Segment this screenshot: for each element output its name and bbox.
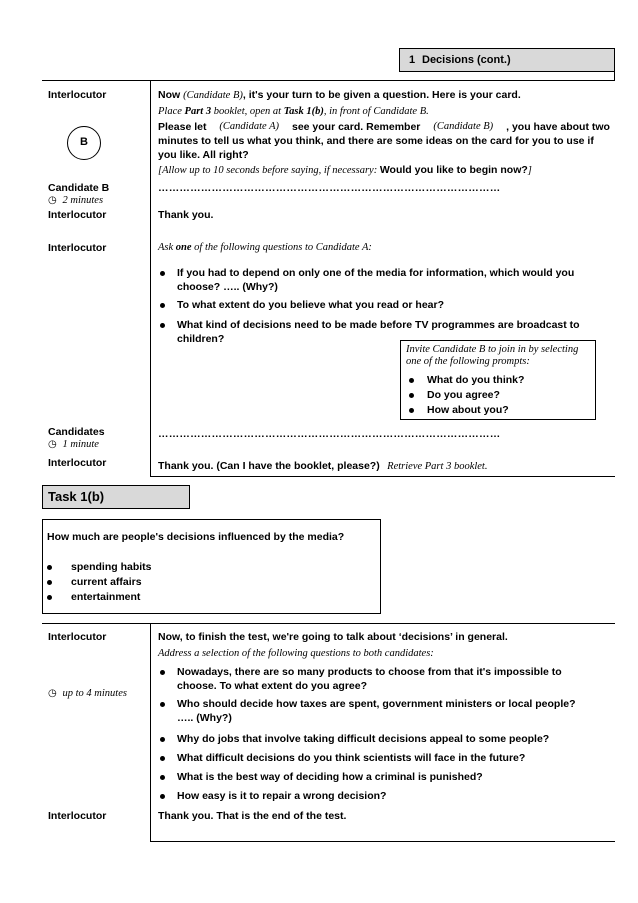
row-label-interlocutor: Interlocutor (48, 209, 107, 221)
place-instruction: Place Part 3 booklet, open at Task 1(b), in front of Candidate B. (158, 106, 429, 117)
task-item-current-affairs: current affairs (71, 576, 142, 588)
bullet-icon (160, 702, 165, 707)
section-number: 1 (409, 54, 416, 66)
bullet-icon (409, 393, 414, 398)
bullet-icon (160, 737, 165, 742)
card-letter-circle (67, 126, 101, 160)
bullet-icon (47, 565, 52, 570)
card-letter: B (80, 136, 88, 148)
task-card (42, 519, 381, 614)
row-label-interlocutor: Interlocutor (48, 457, 107, 469)
question-media-choice: If you had to depend on only one of the media for information, which would you choose? ….. (Why?) (177, 267, 575, 293)
question-criminal: What is the best way of deciding how a criminal is punished? (177, 771, 483, 783)
please-let-paragraph: Please let (Candidate A) see your card. Remember (Candidate B) , you have about two minutes to tell us what you think, and there are some ideas on the card for you to use if you like. All right? (158, 121, 610, 161)
row-label-interlocutor: Interlocutor (48, 631, 107, 643)
row-label-candidate-b: Candidate B (48, 182, 110, 194)
prompt-how-about-you: How about you? (427, 404, 509, 416)
bullet-icon (160, 323, 165, 328)
bullet-icon (160, 670, 165, 675)
allow-instruction: [Allow up to 10 seconds before saying, if necessary: Would you like to begin now?] (158, 164, 532, 176)
finish-line: Now, to finish the test, we're going to talk about ‘decisions’ in general. (158, 631, 508, 643)
prompt-what-do-you-think: What do you think? (427, 374, 525, 386)
row-label-interlocutor: Interlocutor (48, 242, 107, 254)
question-scientists: What difficult decisions do you think scientists will face in the future? (177, 752, 526, 764)
question-tv-decisions: What kind of decisions need to be made before TV programmes are broadcast to children? (177, 319, 580, 345)
row-label-interlocutor: Interlocutor (48, 810, 107, 822)
response-dots: …………………………………………………………………………………… (158, 428, 501, 440)
bullet-icon (47, 595, 52, 600)
bullet-icon (409, 378, 414, 383)
invite-instruction: Invite Candidate B to join in by selecting one of the following prompts: (406, 344, 579, 367)
thank-booklet-line: Thank you. (Can I have the booklet, please?) Retrieve Part 3 booklet. (158, 460, 488, 472)
task-label: Task 1(b) (48, 489, 105, 504)
bullet-icon (47, 580, 52, 585)
bullet-icon (160, 271, 165, 276)
question-wrong-decision: How easy is it to repair a wrong decision? (177, 790, 387, 802)
part3-top-rule (42, 80, 615, 81)
ask-instruction: Ask one of the following questions to Candidate A: (158, 242, 372, 253)
timing-one-minute: ◷ 1 minute (48, 439, 99, 450)
clock-icon: ◷ (48, 688, 57, 699)
task-label-box (42, 485, 190, 509)
bullet-icon (160, 303, 165, 308)
section-header (399, 48, 615, 72)
task-item-spending: spending habits (71, 561, 152, 573)
prompt-do-you-agree: Do you agree? (427, 389, 500, 401)
timing-four-minutes: ◷ up to 4 minutes (48, 688, 127, 699)
address-instruction: Address a selection of the following questions to both candidates: (158, 648, 434, 659)
part4-top-rule (42, 623, 615, 624)
part4-column-divider (150, 623, 151, 841)
row-label-candidates: Candidates (48, 426, 105, 438)
part4-bottom-rule (150, 841, 615, 842)
thank-you-line: Thank you. (158, 209, 214, 221)
bullet-icon (160, 775, 165, 780)
clock-icon: ◷ (48, 439, 57, 450)
bullet-icon (160, 756, 165, 761)
question-believe: To what extent do you believe what you read or hear? (177, 299, 445, 311)
question-jobs: Why do jobs that involve taking difficult decisions appeal to some people? (177, 733, 550, 745)
task-item-entertainment: entertainment (71, 591, 141, 603)
now-line: Now (Candidate B), it's your turn to be given a question. Here is your card. (158, 89, 521, 101)
invite-prompts-box (400, 340, 596, 420)
part3-column-divider (150, 80, 151, 476)
question-products: Nowadays, there are so many products to choose from that it's impossible to choose. To what extent do you agree? (177, 666, 562, 692)
bullet-icon (160, 794, 165, 799)
row-label-interlocutor: Interlocutor (48, 89, 107, 101)
end-line: Thank you. That is the end of the test. (158, 810, 347, 822)
task-question: How much are people's decisions influenced by the media? (47, 531, 345, 543)
response-dots: …………………………………………………………………………………… (158, 182, 501, 194)
part3-right-rule (614, 70, 615, 81)
question-taxes: Who should decide how taxes are spent, government ministers or local people? ….. (Why?) (177, 698, 576, 724)
timing-two-minutes: ◷ 2 minutes (48, 195, 104, 206)
section-title: Decisions (cont.) (422, 54, 511, 66)
clock-icon: ◷ (48, 195, 57, 206)
bullet-icon (409, 408, 414, 413)
part3-bottom-rule (150, 476, 615, 477)
